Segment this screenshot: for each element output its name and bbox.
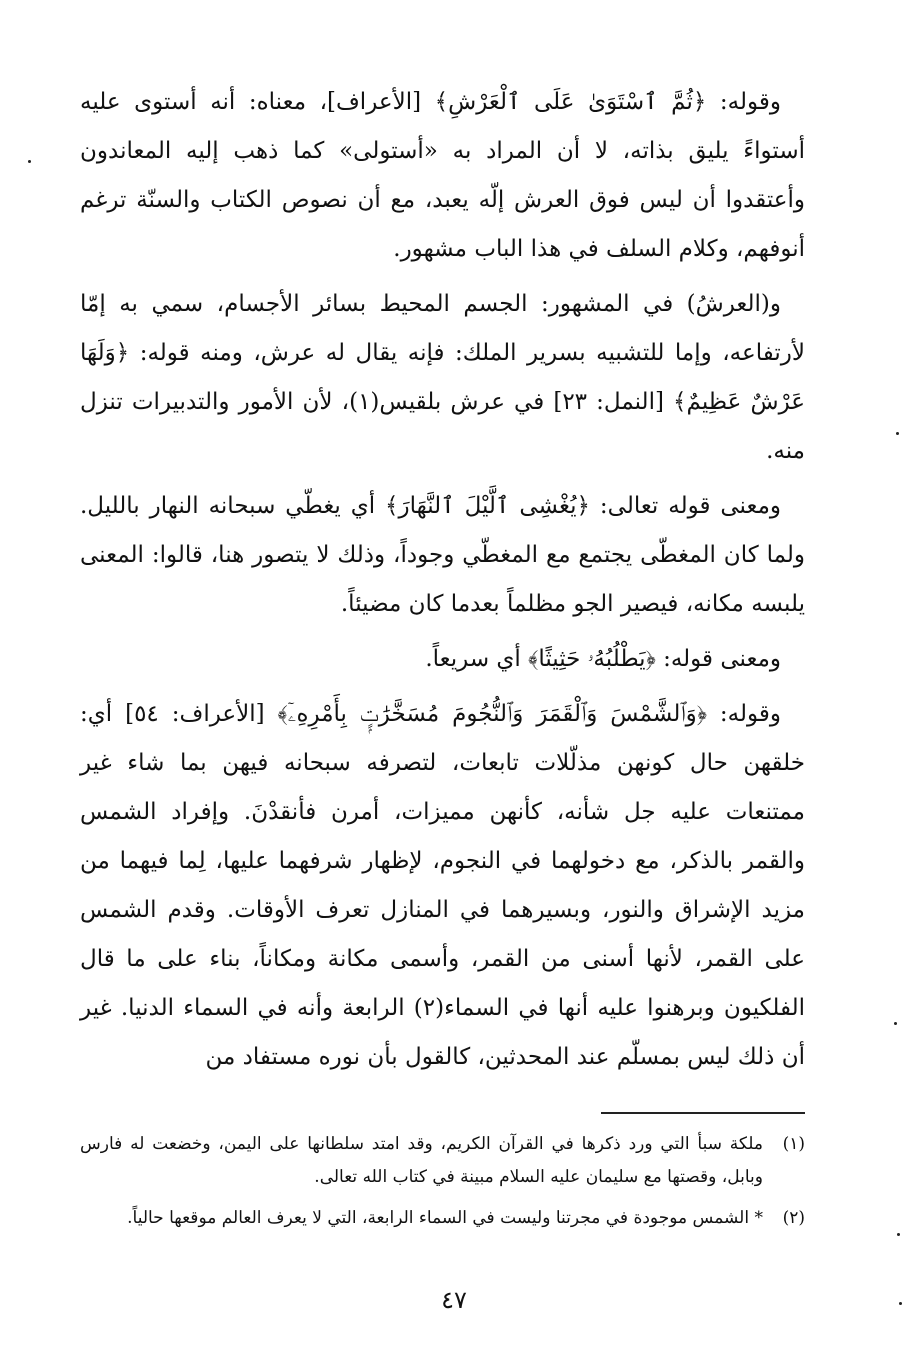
scan-speck bbox=[897, 1233, 900, 1236]
scan-speck bbox=[899, 1302, 902, 1305]
paragraph-yughshi: ومعنى قوله تعالى: ﴿يُغْشِى ٱلَّيْلَ ٱلنَّهَارَ﴾ أي يغطّي سبحانه النهار بالليل. ولما كان المغطّى يجتمع مع المغطّي وجوداً، وذلك لا يتصور هنا، قالوا: المعنى يلبسه مكانه، فيصير الجو مظلماً بعدما كان مضيئاً. bbox=[80, 493, 805, 617]
paragraph-shams-qamar: وقوله: ﴿وَٱلشَّمْسَ وَٱلْقَمَرَ وَٱلنُّجُومَ مُسَخَّرَٰتٍۭ بِأَمْرِهِۦٓ﴾ [الأعراف: ٥٤] أي: خلقهن حال كونهن مذلّلات تابعات، لتصرفه سبحانه فيهن بما شاء غير ممتنعات عليه جل شأنه، كأنهن مميزات، أمرن فأنقدْنَ. وإفراد الشمس والقمر بالذكر، مع دخولهما في النجوم، لإظهار شرفهما عليها، لِما فيهما من مزيد الإشراق والنور، وبسيرهما في المنازل تعرف الأوقات. وقدم الشمس على القمر، لأنها أسنى من القمر، وأسمى مكانة ومكاناً، بناء على ما قال الفلكيون وبرهنوا عليه أنها في السماء(٢) الرابعة وأنه في السماء الدنيا. غير أن ذلك ليس بمسلّم عند المحدثين، كالقول بأن نوره مستفاد من bbox=[80, 701, 805, 1070]
footnotes bbox=[80, 1128, 805, 1235]
footnote-number: (١) bbox=[782, 1134, 805, 1154]
footnote-1 bbox=[80, 1128, 805, 1194]
scan-speck bbox=[896, 432, 899, 435]
footnote-divider bbox=[601, 1112, 805, 1114]
footnote-2 bbox=[80, 1202, 805, 1235]
paragraph-arsh: و(العرشُ) في المشهور: الجسم المحيط بسائر الأجسام، سمي به إمّا لأرتفاعه، وإما للتشبيه بسرير الملك: فإنه يقال له عرش، ومنه قوله: ﴿وَلَهَا عَرْشٌ عَظِيمٌ﴾ [النمل: ٢٣] في عرش بلقيس(١)، لأن الأمور والتدبيرات تنزل منه. bbox=[80, 291, 805, 464]
scan-speck bbox=[28, 160, 31, 163]
paragraph-istiwa: وقوله: ﴿ثُمَّ ٱسْتَوَىٰ عَلَى ٱلْعَرْشِ﴾ [الأعراف]، معناه: أنه أستوى عليه أستواءً يليق بذاته، لا أن المراد به «أستولى» كما ذهب إليه المعاندون وأعتقدوا أن ليس فوق العرش إلّه يعبد، مع أن نصوص الكتاب والسنّة ترغم أنوفهم، وكلام السلف في هذا الباب مشهور. bbox=[80, 89, 805, 262]
document-page bbox=[80, 78, 805, 1348]
footnote-text: * الشمس موجودة في مجرتنا وليست في السماء الرابعة، التي لا يعرف العالم موقعها حالياً. bbox=[127, 1208, 763, 1228]
footnote-number: (٢) bbox=[782, 1208, 805, 1228]
footnote-text: ملكة سبأ التي ورد ذكرها في القرآن الكريم، وقد امتد سلطانها على اليمن، وخضعت له فارس وبابل، وقصتها مع سليمان عليه السلام مبينة في كتاب الله تعالى. bbox=[80, 1134, 763, 1187]
page-number: ٤٧ bbox=[441, 1286, 467, 1314]
paragraph-hathith: ومعنى قوله: ﴿يَطْلُبُهُۥ حَثِيثًا﴾ أي سريعاً. bbox=[425, 646, 781, 672]
scan-speck bbox=[894, 1022, 897, 1025]
